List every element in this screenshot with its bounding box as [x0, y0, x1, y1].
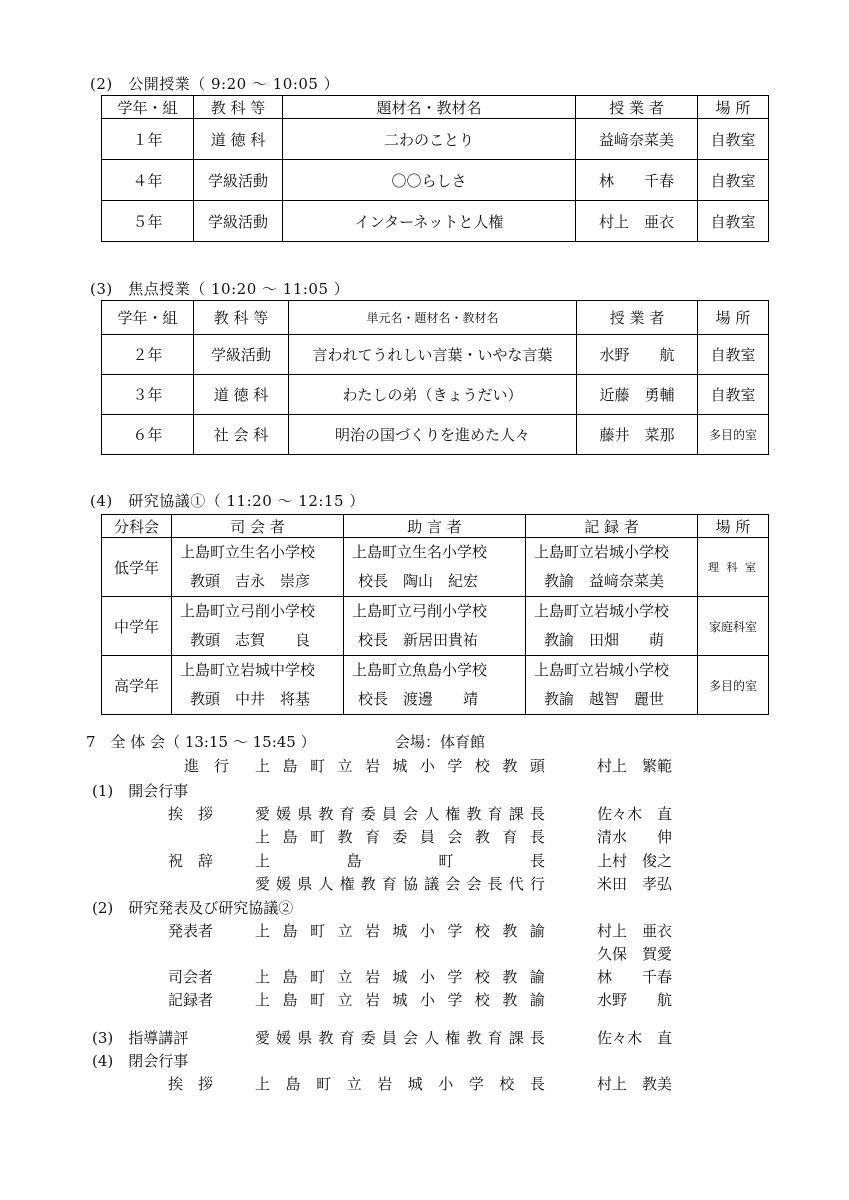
table-row: [102, 335, 769, 375]
section-2-title: (2) 公開授業（ 9:20 〜 10:05 ）: [90, 75, 340, 93]
progress-label: 進 行: [184, 757, 230, 775]
presenter-name-2: 久保 賀愛: [597, 945, 673, 963]
chair-name: 林 千春: [597, 968, 673, 986]
grade-cell: ３年: [102, 375, 194, 415]
grade-cell: ４年: [102, 160, 194, 201]
teacher-cell: 益﨑奈菜美: [576, 119, 698, 160]
school-name: 上島町立岩城小学校: [534, 543, 670, 561]
table-header-row: [102, 301, 769, 335]
place-cell: 自教室: [698, 119, 769, 160]
closing-name: 村上 教美: [597, 1075, 673, 1093]
person-name: 教諭 越智 麗世: [544, 690, 665, 708]
teacher-cell: 近藤 勇輔: [577, 375, 698, 415]
place-cell: 多目的室: [698, 415, 769, 455]
teacher-cell: 村上 亜衣: [576, 201, 698, 242]
table-row: [102, 415, 769, 455]
person-name: 校長 新居田貴祐: [358, 631, 479, 649]
table-row: [102, 656, 769, 715]
teacher-cell: 林 千春: [576, 160, 698, 201]
topic-cell: インターネットと人権: [283, 201, 576, 242]
greeting-label: 挨 拶: [168, 805, 214, 823]
header-topic: 単元名・題材名・教材名: [289, 301, 577, 335]
recorder-label: 記録者: [168, 991, 214, 1009]
group-cell: 高学年: [102, 656, 172, 715]
topic-cell: 〇〇らしさ: [283, 160, 576, 201]
table-row: [102, 160, 769, 201]
school-name: 上島町立岩城小学校: [534, 661, 670, 679]
review-name: 佐々木 直: [597, 1029, 673, 1047]
grade-cell: ６年: [102, 415, 194, 455]
recorder-name: 水野 航: [597, 991, 673, 1009]
section-7-title: 7 全 体 会（ 13:15 〜 15:45 ）: [86, 733, 316, 751]
table-row: [102, 375, 769, 415]
presenter-name-1: 村上 亜衣: [597, 922, 673, 940]
grade-cell: １年: [102, 119, 194, 160]
recorder-role: 上 島 町 立 岩 城 小 学 校 教 諭: [255, 991, 545, 1009]
person-name: 教諭 田畑 萌: [544, 631, 665, 649]
venue-label: 会場：体育館: [395, 733, 486, 751]
chair-cell: [172, 656, 344, 715]
school-name: 上島町立弓削小学校: [352, 602, 488, 620]
subsection-4-title: (4) 閉会行事: [92, 1052, 189, 1070]
progress-role: 上 島 町 立 岩 城 小 学 校 教 頭: [255, 757, 545, 775]
school-name: 上島町立岩城小学校: [534, 602, 670, 620]
subsection-3-title: (3) 指導講評: [92, 1029, 189, 1047]
place-cell: 家庭科室: [698, 597, 769, 656]
chair-cell: [172, 538, 344, 597]
closing-role: 上 島 町 立 岩 城 小 学 校 長: [255, 1075, 545, 1093]
table-row: [102, 201, 769, 242]
header-place: 場 所: [698, 301, 769, 335]
recorder-cell: [526, 597, 698, 656]
subsection-2-title: (2) 研究発表及び研究協議②: [92, 899, 294, 917]
greeting2-role: 上 島 町 教 育 委 員 会 教 育 長: [255, 828, 545, 846]
congrats1-role: 上 島 町 長: [255, 852, 545, 870]
greeting1-name: 佐々木 直: [597, 805, 673, 823]
person-name: 教頭 吉永 崇彦: [190, 572, 311, 590]
recorder-cell: [526, 656, 698, 715]
header-topic: 題材名・教材名: [283, 96, 576, 119]
progress-name: 村上 繁範: [597, 757, 673, 775]
school-name: 上島町立岩城中学校: [180, 661, 316, 679]
header-advisor: 助 言 者: [344, 515, 526, 538]
subject-cell: 学級活動: [194, 335, 289, 375]
table-row: [102, 119, 769, 160]
chair-role: 上 島 町 立 岩 城 小 学 校 教 諭: [255, 968, 545, 986]
presenter-role: 上 島 町 立 岩 城 小 学 校 教 諭: [255, 922, 545, 940]
subject-cell: 学級活動: [194, 201, 283, 242]
subsection-1-title: (1) 開会行事: [92, 782, 189, 800]
header-chair: 司 会 者: [172, 515, 344, 538]
school-name: 上島町立弓削小学校: [180, 602, 316, 620]
place-cell: 自教室: [698, 201, 769, 242]
section-4-title: (4) 研究協議①（ 11:20 〜 12:15 ）: [90, 492, 365, 510]
advisor-cell: [344, 538, 526, 597]
teacher-cell: 藤井 菜那: [577, 415, 698, 455]
header-recorder: 記 録 者: [526, 515, 698, 538]
header-group: 分科会: [102, 515, 172, 538]
topic-cell: 明治の国づくりを進めた人々: [289, 415, 577, 455]
advisor-cell: [344, 597, 526, 656]
focus-class-table: [101, 300, 769, 455]
table-row: [102, 538, 769, 597]
congrats1-name: 上村 俊之: [597, 852, 673, 870]
closing-label: 挨 拶: [168, 1075, 214, 1093]
recorder-cell: [526, 538, 698, 597]
place-cell: 理 科 室: [698, 538, 769, 597]
greeting2-name: 清水 伸: [597, 828, 673, 846]
table-header-row: [102, 96, 769, 119]
subject-cell: 道 徳 科: [194, 119, 283, 160]
person-name: 教頭 中井 将基: [190, 690, 311, 708]
place-cell: 自教室: [698, 375, 769, 415]
school-name: 上島町立生名小学校: [352, 543, 488, 561]
grade-cell: ５年: [102, 201, 194, 242]
table-row: [102, 597, 769, 656]
teacher-cell: 水野 航: [577, 335, 698, 375]
subject-cell: 学級活動: [194, 160, 283, 201]
header-teacher: 授 業 者: [576, 96, 698, 119]
topic-cell: わたしの弟（きょうだい）: [289, 375, 577, 415]
group-cell: 中学年: [102, 597, 172, 656]
school-name: 上島町立生名小学校: [180, 543, 316, 561]
open-class-table: [101, 95, 769, 242]
section-3-title: (3) 焦点授業（ 10:20 〜 11:05 ）: [90, 280, 350, 298]
chair-cell: [172, 597, 344, 656]
subject-cell: 道 徳 科: [194, 375, 289, 415]
header-subject: 教 科 等: [194, 96, 283, 119]
greeting1-role: 愛 媛 県 教 育 委 員 会 人 権 教 育 課 長: [255, 805, 545, 823]
congrats2-role: 愛 媛 県 人 権 教 育 協 議 会 会 長 代 行: [255, 875, 545, 893]
table-header-row: [102, 515, 769, 538]
person-name: 校長 渡邊 靖: [358, 690, 479, 708]
topic-cell: 二わのことり: [283, 119, 576, 160]
school-name: 上島町立魚島小学校: [352, 661, 488, 679]
place-cell: 多目的室: [698, 656, 769, 715]
subject-cell: 社 会 科: [194, 415, 289, 455]
place-cell: 自教室: [698, 335, 769, 375]
header-grade: 学年・組: [102, 96, 194, 119]
presenter-label: 発表者: [168, 922, 214, 940]
place-cell: 自教室: [698, 160, 769, 201]
grade-cell: ２年: [102, 335, 194, 375]
topic-cell: 言われてうれしい言葉・いやな言葉: [289, 335, 577, 375]
congrats2-name: 米田 孝弘: [597, 875, 673, 893]
research-meeting-table: [101, 514, 769, 715]
chair-label: 司会者: [168, 968, 214, 986]
header-place: 場 所: [698, 96, 769, 119]
congrats-label: 祝 辞: [168, 852, 214, 870]
header-grade: 学年・組: [102, 301, 194, 335]
person-name: 校長 陶山 紀宏: [358, 572, 479, 590]
header-teacher: 授 業 者: [577, 301, 698, 335]
group-cell: 低学年: [102, 538, 172, 597]
person-name: 教頭 志賀 良: [190, 631, 311, 649]
advisor-cell: [344, 656, 526, 715]
header-place: 場 所: [698, 515, 769, 538]
review-role: 愛 媛 県 教 育 委 員 会 人 権 教 育 課 長: [255, 1029, 545, 1047]
header-subject: 教 科 等: [194, 301, 289, 335]
person-name: 教諭 益﨑奈菜美: [544, 572, 665, 590]
